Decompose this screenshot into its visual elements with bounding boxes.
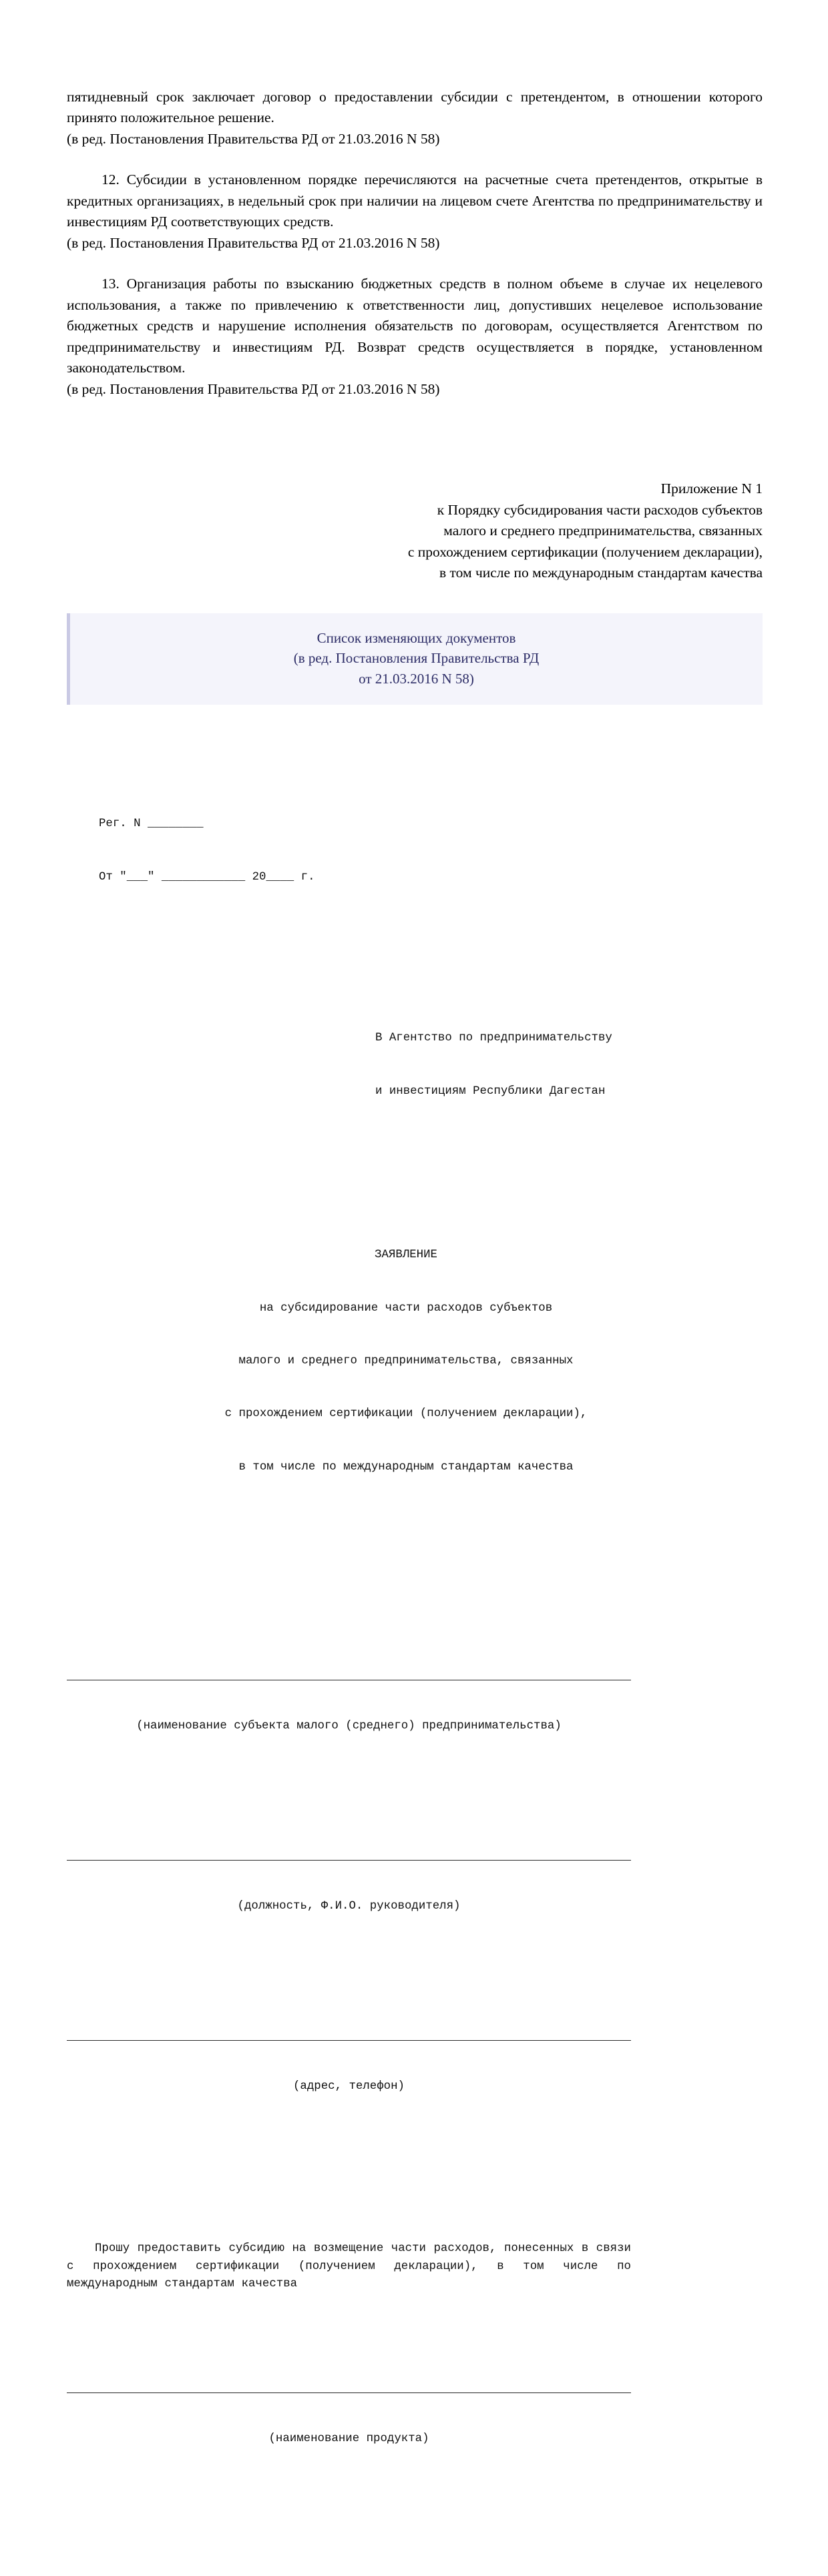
application-form: [67, 727, 763, 2536]
position-field-caption: (должность, Ф.И.О. руководителя): [237, 1899, 461, 1913]
callout-edition-line: (в ред. Постановления Правительства РД: [293, 650, 540, 667]
legal-body: [67, 87, 763, 400]
field-row-organization: [67, 1644, 763, 1770]
paragraph-spacer: [67, 149, 763, 170]
position-input-line[interactable]: [67, 1860, 631, 1861]
registration-number-field[interactable]: Рег. N ________: [99, 818, 204, 831]
clause-11-tail-text: пятидневный срок заключает договор о предоставлении субсидии с претендентом, в отношении которого принято положительное решение.: [67, 89, 763, 126]
request-paragraph-text: Прошу предоставить субсидию на возмещение части расходов, понесенных в связи с прохождением сертификации (получением декларации), в том числе по международным стандартам качества: [67, 2242, 631, 2291]
callout-date-line: от 21.03.2016 N 58): [359, 670, 474, 687]
application-title-block: [67, 1211, 763, 1512]
applicant-fields: [67, 1591, 763, 2167]
changing-documents-callout: [67, 613, 763, 705]
application-subtitle-3: с прохождением сертификации (получением декларации),: [224, 1407, 588, 1421]
appendix-number: Приложение N 1: [660, 480, 763, 497]
product-field-caption: (наименование продукта): [268, 2432, 429, 2445]
addressee-block: [67, 994, 763, 1136]
application-heading: ЗАЯВЛЕНИЕ: [375, 1249, 437, 1262]
product-input-line[interactable]: [67, 2392, 631, 2393]
addressee-line-1: В Агентство по предпринимательству: [375, 1032, 612, 1045]
appendix-line-3: малого и среднего предпринимательства, связанных: [443, 523, 763, 539]
appendix-line-2: к Порядку субсидирования части расходов субъектов: [437, 501, 763, 518]
address-field-caption: (адрес, телефон): [293, 2079, 405, 2093]
clause-13-text: 13. Организация работы по взысканию бюджетных средств в полном объеме в случае их нецелевого использования, а также по привлечению к ответственности лиц, допустивших нецелевое использование бюджетных средств и нарушение исполнения обязательств по договорам, осуществляется Агентством по предпринимательству и инвестициям РД. Возврат средств осуществляется в порядке, установленном законодательством.: [67, 276, 763, 376]
registration-date-field[interactable]: От "___" ____________ 20____ г.: [99, 870, 315, 884]
addressee-line-2: и инвестициям Республики Дагестан: [375, 1084, 606, 1098]
application-subtitle-4: в том числе по международным стандартам качества: [238, 1460, 574, 1474]
address-input-line[interactable]: [67, 2040, 631, 2041]
registration-block: [67, 780, 763, 922]
field-row-product: [67, 2357, 763, 2483]
clause-12-editorial-note: (в ред. Постановления Правительства РД от 21.03.2016 N 58): [67, 234, 440, 251]
callout-title: Список изменяющих документов: [317, 629, 516, 646]
application-subtitle-1: на субсидирование части расходов субъектов: [259, 1301, 553, 1315]
clause-13-editorial-note: (в ред. Постановления Правительства РД от 21.03.2016 N 58): [67, 380, 440, 397]
paragraph-spacer: [67, 254, 763, 274]
appendix-line-5: в том числе по международным стандартам качества: [439, 565, 763, 581]
field-row-position: [67, 1825, 763, 1951]
appendix-reference: [67, 478, 763, 583]
field-row-address: [67, 2005, 763, 2131]
clause-12-text: 12. Субсидии в установленном порядке перечисляются на расчетные счета претендентов, открытые в кредитных организациях, в недельный срок при наличии на лицевом счете Агентства по предпринимательству и инвестициям РД соответствующих средств.: [67, 172, 763, 230]
application-subtitle-2: малого и среднего предпринимательства, связанных: [238, 1354, 574, 1367]
request-paragraph: [67, 2240, 631, 2293]
clause-11-editorial-note: (в ред. Постановления Правительства РД от 21.03.2016 N 58): [67, 130, 440, 147]
appendix-line-4: с прохождением сертификации (получением декларации),: [407, 543, 763, 560]
organization-field-caption: (наименование субъекта малого (среднего) предпринимательства): [136, 1719, 562, 1732]
